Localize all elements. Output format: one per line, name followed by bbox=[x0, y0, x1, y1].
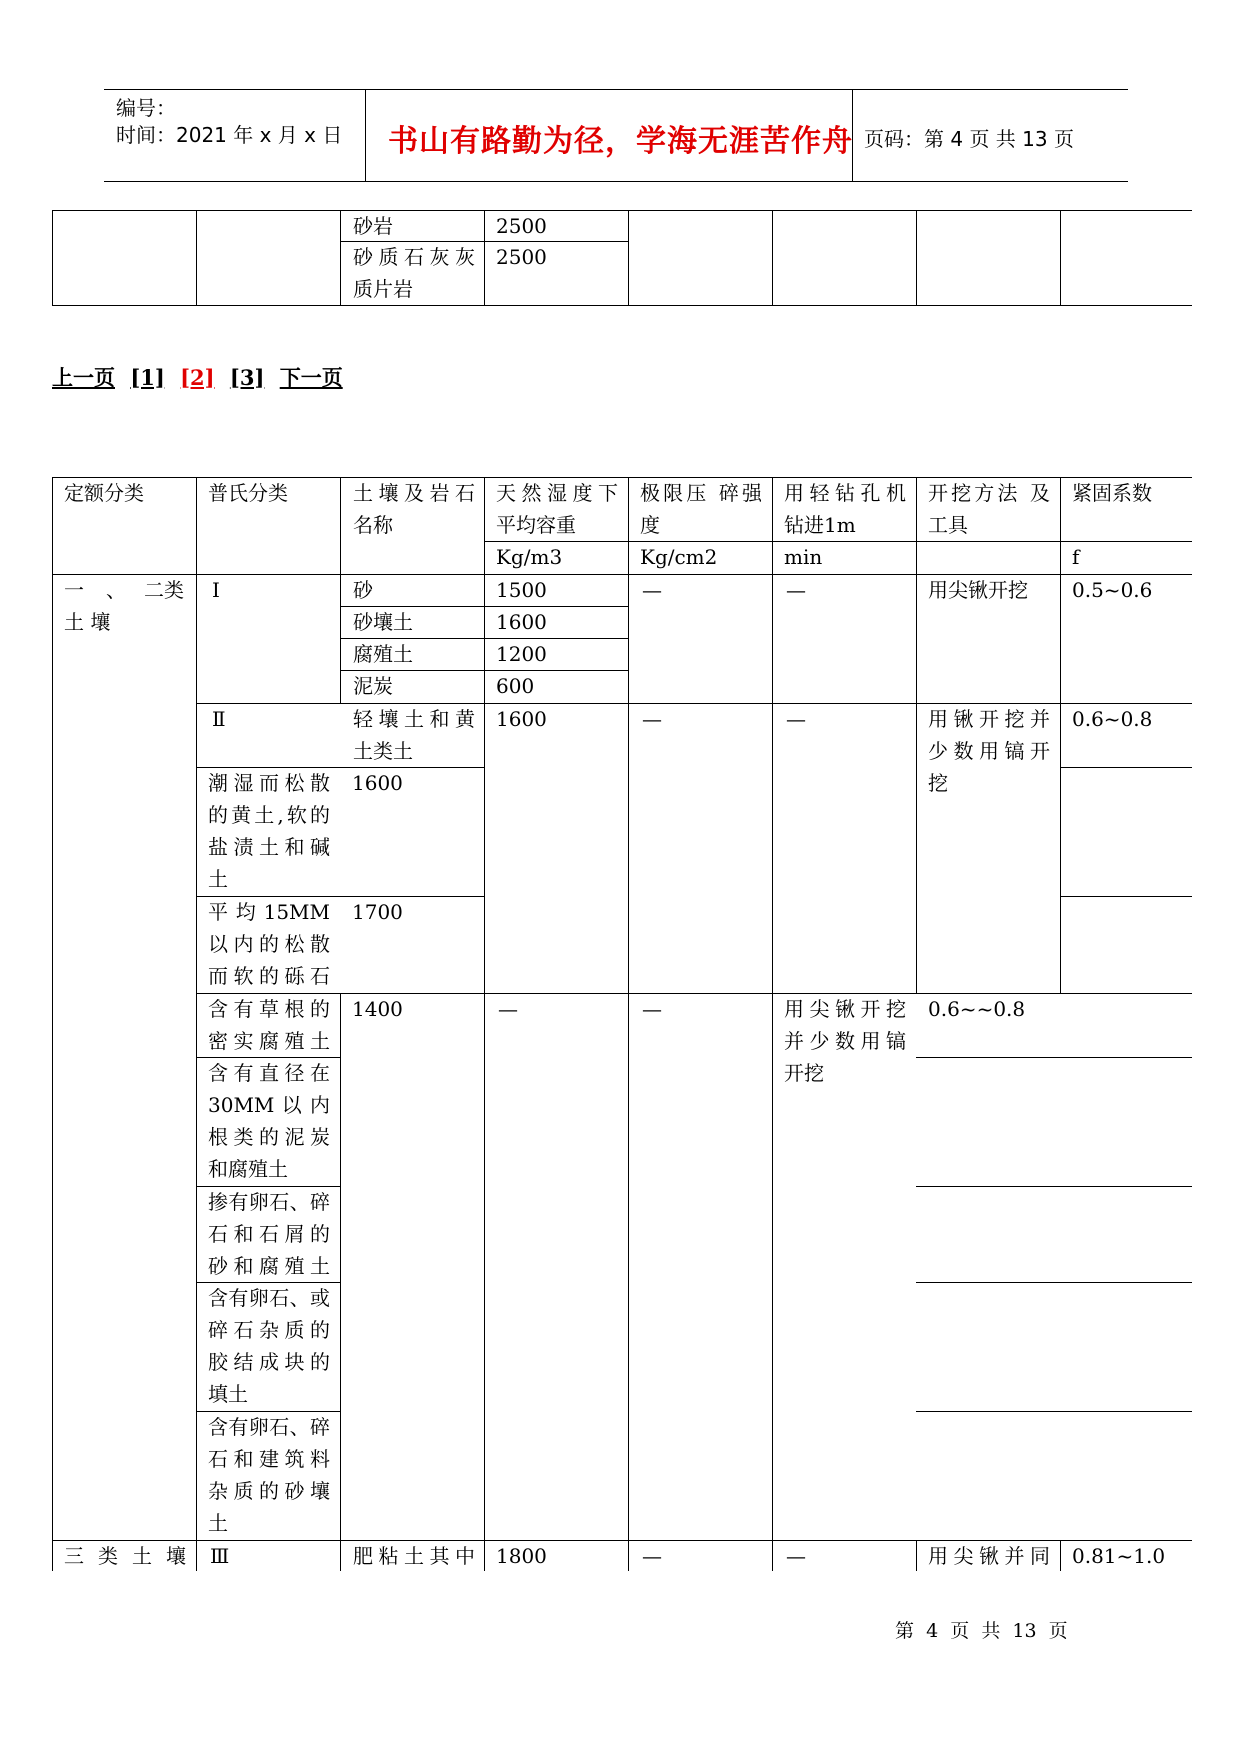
grade-cell: Ⅰ bbox=[212, 578, 220, 602]
table-cell: 挖 bbox=[928, 771, 948, 795]
table-cell: 0.5~0.6 bbox=[1072, 578, 1153, 602]
page-footer: 第 4 页 共 13 页 bbox=[895, 1620, 1068, 1642]
table-cell: — bbox=[498, 997, 518, 1021]
unit-cell: f bbox=[1072, 545, 1080, 569]
table-cell: 并少数用镐 bbox=[784, 1029, 906, 1053]
unit-cell: min bbox=[784, 545, 823, 569]
table-cell: 少数用镐开 bbox=[928, 739, 1050, 763]
table-cell: 0.6~~0.8 bbox=[928, 997, 1026, 1021]
table-cell: — bbox=[642, 1544, 662, 1568]
table-cell: 砂岩 bbox=[353, 214, 393, 238]
grade-cell: Ⅲ bbox=[210, 1544, 230, 1568]
table-cell: 肥粘土其中 bbox=[353, 1544, 475, 1568]
header-cell: 工具 bbox=[928, 513, 968, 537]
header-cell: 土壤及岩石 bbox=[353, 481, 475, 505]
header-cell: 开挖方法 及 bbox=[928, 481, 1050, 505]
table-cell: 质片岩 bbox=[353, 277, 413, 301]
header-divider bbox=[365, 89, 366, 182]
table-cell: 泥炭 bbox=[353, 674, 393, 698]
category-cell: 一 bbox=[64, 578, 84, 602]
page-label: 页码：第 4 页 共 13 页 bbox=[864, 127, 1074, 151]
table-cell: — bbox=[642, 578, 662, 602]
table-cell: 2500 bbox=[496, 214, 547, 238]
table-cell: 用尖锹开挖 bbox=[928, 578, 1028, 602]
header-cell: 普氏分类 bbox=[208, 481, 288, 505]
grade-cell: Ⅱ bbox=[212, 707, 226, 731]
table-cell: — bbox=[786, 578, 806, 602]
table-cell: 含有卵石、或 bbox=[208, 1286, 330, 1310]
pagination bbox=[52, 362, 351, 392]
motto: 书山有路勤为径，学海无涯苦作舟 bbox=[388, 124, 853, 159]
table-cell: — bbox=[642, 997, 662, 1021]
table-cell: 土 bbox=[208, 867, 228, 891]
header-cell: 名称 bbox=[353, 513, 393, 537]
page-link-3[interactable]: [3] bbox=[229, 365, 265, 390]
table-cell: 轻壤土和黄 bbox=[353, 707, 475, 731]
table-cell: 潮湿而松散 bbox=[208, 771, 330, 795]
header-cell: 度 bbox=[640, 513, 660, 537]
unit-cell: Kg/cm2 bbox=[640, 545, 718, 569]
table-cell: 砂和腐殖土 bbox=[208, 1254, 330, 1278]
page-link-1[interactable]: [1] bbox=[130, 365, 165, 390]
next-page-link[interactable]: 下一页 bbox=[279, 365, 343, 390]
category-cell: 土 壤 bbox=[64, 610, 111, 634]
table-cell: 的黄土,软的 bbox=[208, 803, 330, 827]
table-cell: 1200 bbox=[496, 642, 547, 666]
header-cell: 钻进1m bbox=[784, 513, 856, 537]
table-cell: 砂 bbox=[353, 578, 373, 602]
table-cell: 根类的泥炭 bbox=[208, 1125, 330, 1149]
unit-cell: Kg/m3 bbox=[496, 545, 563, 569]
table-cell: 用锹开挖并 bbox=[928, 707, 1050, 731]
header-cell: 紧固系数 bbox=[1072, 481, 1152, 505]
table-cell: 1500 bbox=[496, 578, 547, 602]
header-top-rule bbox=[104, 89, 1128, 90]
table-cell: 盐渍土和碱 bbox=[208, 835, 330, 859]
table-cell: — bbox=[786, 707, 806, 731]
table-cell: 1600 bbox=[496, 610, 547, 634]
table-cell: 含有卵石、碎 bbox=[208, 1415, 330, 1439]
table-cell: 石和石屑的 bbox=[208, 1222, 330, 1246]
table-cell: 1700 bbox=[352, 900, 403, 924]
table-cell: 用尖锹并同 bbox=[928, 1544, 1050, 1568]
table-cell: 杂质的砂壤 bbox=[208, 1479, 330, 1503]
header-cell: 定额分类 bbox=[64, 481, 144, 505]
category-cell: 三 类 土 壤 bbox=[64, 1544, 186, 1568]
table-cell: 土类土 bbox=[353, 739, 413, 763]
header-cell: 极限压 碎强 bbox=[640, 481, 762, 505]
table-cell: 1600 bbox=[352, 771, 403, 795]
table-cell: 2500 bbox=[496, 245, 547, 269]
prev-page-link[interactable]: 上一页 bbox=[52, 365, 115, 390]
table-cell: 密实腐殖土 bbox=[208, 1029, 330, 1053]
table-cell: 用尖锹开挖 bbox=[784, 997, 906, 1021]
table-cell: 砂壤土 bbox=[353, 610, 413, 634]
table-cell: 土 bbox=[208, 1511, 228, 1535]
header-bottom-rule bbox=[104, 181, 1128, 182]
table-cell: 平 均 15MM bbox=[208, 900, 330, 924]
table-cell: 而软的砾石 bbox=[208, 964, 330, 988]
header-cell: 天然湿度下 bbox=[496, 481, 618, 505]
header-cell: 用轻钻孔机 bbox=[784, 481, 906, 505]
table-cell: 含有直径在 bbox=[208, 1061, 330, 1085]
table-cell: 600 bbox=[496, 674, 535, 698]
table-cell: 0.81~1.0 bbox=[1072, 1544, 1166, 1568]
category-cell: 二类 bbox=[144, 578, 184, 602]
table-cell: 1800 bbox=[496, 1544, 547, 1568]
table-cell: 30MM 以 内 bbox=[208, 1093, 330, 1117]
table-cell: 石和建筑料 bbox=[208, 1447, 330, 1471]
table-cell: 砂质石灰灰 bbox=[353, 245, 475, 269]
page-link-2[interactable]: [2] bbox=[180, 365, 215, 390]
table-cell: 开挖 bbox=[784, 1061, 824, 1085]
header-cell: 平均容重 bbox=[496, 513, 576, 537]
table-cell: 填土 bbox=[208, 1382, 248, 1406]
table-cell: 碎石杂质的 bbox=[208, 1318, 330, 1342]
table-cell: 0.6~0.8 bbox=[1072, 707, 1153, 731]
table-cell: — bbox=[642, 707, 662, 731]
category-cell: 、 bbox=[106, 578, 126, 602]
table-cell: 胶结成块的 bbox=[208, 1350, 330, 1374]
table-cell: 掺有卵石、碎 bbox=[208, 1190, 330, 1214]
table-cell: — bbox=[786, 1544, 806, 1568]
table-cell: 腐殖土 bbox=[353, 642, 413, 666]
table-cell: 1400 bbox=[352, 997, 403, 1021]
table-cell: 1600 bbox=[496, 707, 547, 731]
table-cell: 含有草根的 bbox=[208, 997, 330, 1021]
time-label: 时间：2021 年 x 月 x 日 bbox=[116, 123, 343, 147]
table-cell: 和腐殖土 bbox=[208, 1157, 288, 1181]
serial-label: 编号： bbox=[116, 96, 176, 120]
table-cell: 以内的松散 bbox=[208, 932, 330, 956]
